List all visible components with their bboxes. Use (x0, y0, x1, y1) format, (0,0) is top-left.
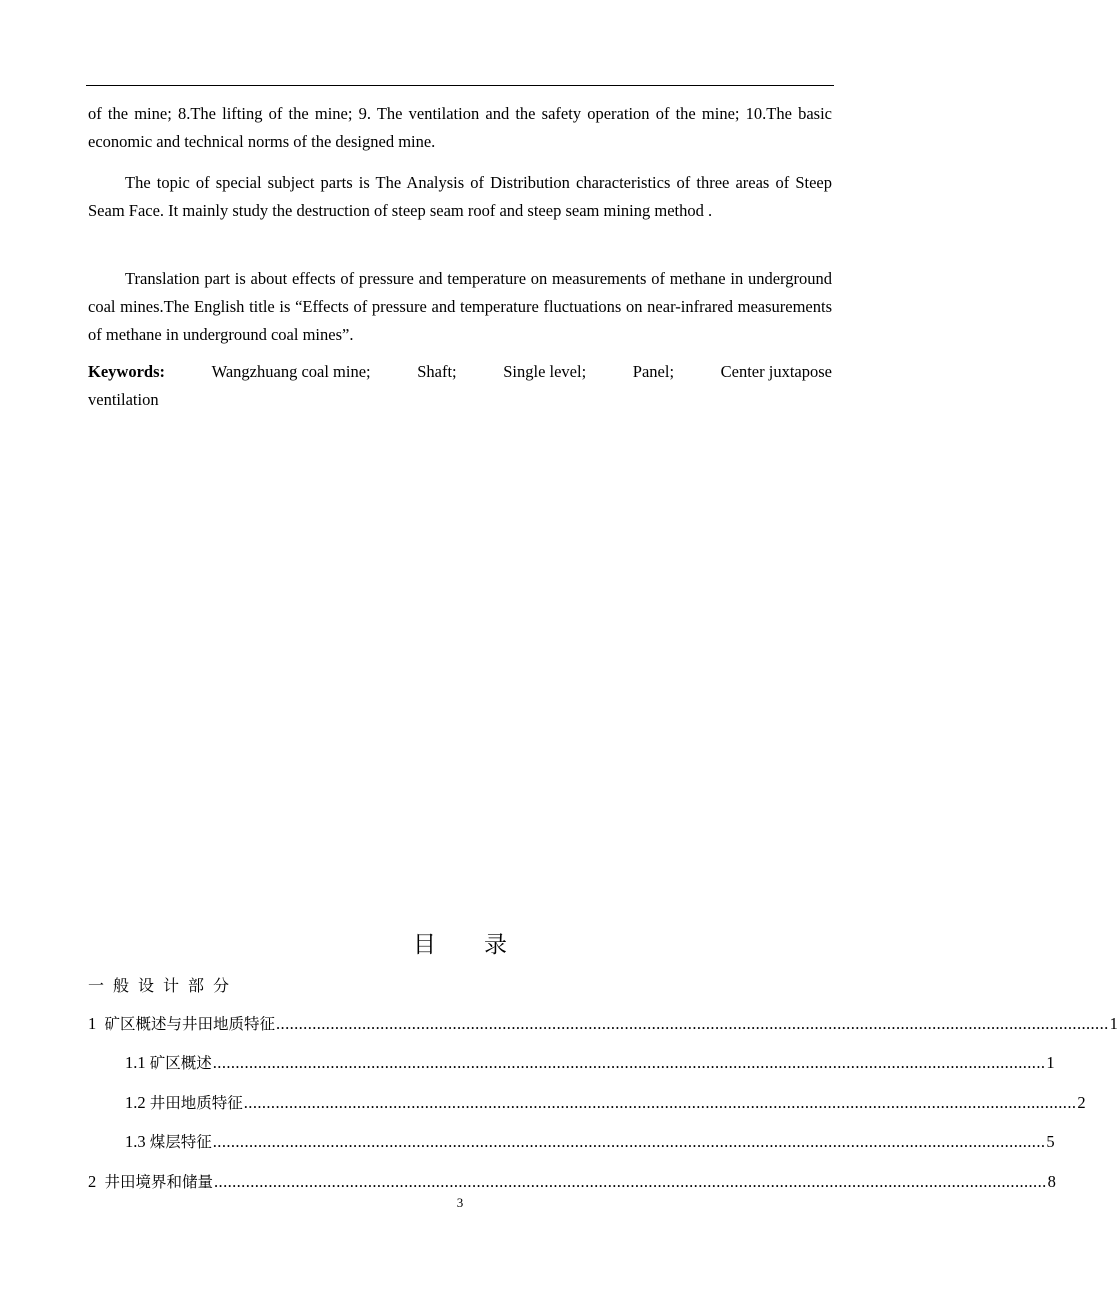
toc-section-heading: 一般设计部分 (88, 976, 239, 995)
toc-entry-title: 矿区概述与井田地质特征 (104, 1015, 276, 1033)
header-rule (86, 85, 834, 86)
toc-entry[interactable] (125, 1091, 1086, 1115)
keyword-item: Single level; (503, 362, 587, 381)
keyword-item: Wangzhuang coal mine; (211, 362, 371, 381)
keywords-label: Keywords: (88, 362, 165, 381)
toc-entry-number: 1.3 (125, 1132, 146, 1151)
toc-entry[interactable] (88, 1170, 1056, 1194)
toc-entry-page: 5 (1046, 1132, 1055, 1151)
toc-entry-page: 1 (1109, 1014, 1118, 1033)
keywords-block (88, 358, 832, 414)
toc-entry[interactable] (125, 1051, 1055, 1075)
toc-entry-number: 1.1 (125, 1053, 146, 1072)
abstract-paragraph-special-subject: The topic of special subject parts is The Analysis of Distribution characteristics of three areas of Steep Seam Face. It mainly study the destruction of steep seam roof and steep seam mining method . (88, 173, 832, 220)
toc-entry-title: 井田地质特征 (149, 1094, 243, 1112)
toc-entry[interactable] (88, 1012, 1118, 1036)
toc-leader-dots: ........................................................................................................................................................................................ (212, 1132, 1046, 1151)
page-number: 3 (456, 1195, 464, 1210)
toc-leader-dots: ........................................................................................................................................................................................ (243, 1093, 1077, 1112)
toc-leader-dots: ........................................................................................................................................................................................ (212, 1053, 1046, 1072)
toc-entry-number: 1 (88, 1014, 97, 1033)
toc-entry-number: 1.2 (125, 1093, 146, 1112)
toc-entry-title: 矿区概述 (149, 1054, 212, 1072)
toc-entry-page: 2 (1077, 1093, 1086, 1112)
toc-entry[interactable] (125, 1130, 1055, 1154)
keyword-item: Center juxtapose (720, 362, 832, 381)
toc-leader-dots: ........................................................................................................................................................................................ (276, 1014, 1109, 1033)
toc-entry-title: 井田境界和储量 (104, 1173, 214, 1191)
abstract-paragraph-translation: Translation part is about effects of pressure and temperature on measurements of methane in underground coal mines.The English title is “Effects of pressure and temperature fluctuations on near-infrared measurements of methane in underground coal mines”. (88, 269, 832, 344)
toc-title (0, 926, 920, 959)
toc-entry-number: 2 (88, 1172, 97, 1191)
keyword-item: Shaft; (417, 362, 457, 381)
toc-entry-page: 1 (1046, 1053, 1055, 1072)
toc-title-left: 目 (413, 932, 436, 958)
toc-leader-dots: ........................................................................................................................................................................................ (214, 1172, 1047, 1191)
toc-entry-title: 煤层特征 (149, 1133, 212, 1151)
keywords-continuation: ventilation (88, 390, 159, 409)
keyword-item: Panel; (632, 362, 675, 381)
abstract-paragraph-continued: of the mine; 8.The lifting of the mine; 9. The ventilation and the safety operation of the mine; 10.The basic economic and technical norms of the designed mine. (88, 104, 832, 151)
toc-entry-page: 8 (1047, 1172, 1056, 1191)
keywords-line (88, 358, 832, 386)
toc-title-right: 录 (484, 932, 507, 958)
